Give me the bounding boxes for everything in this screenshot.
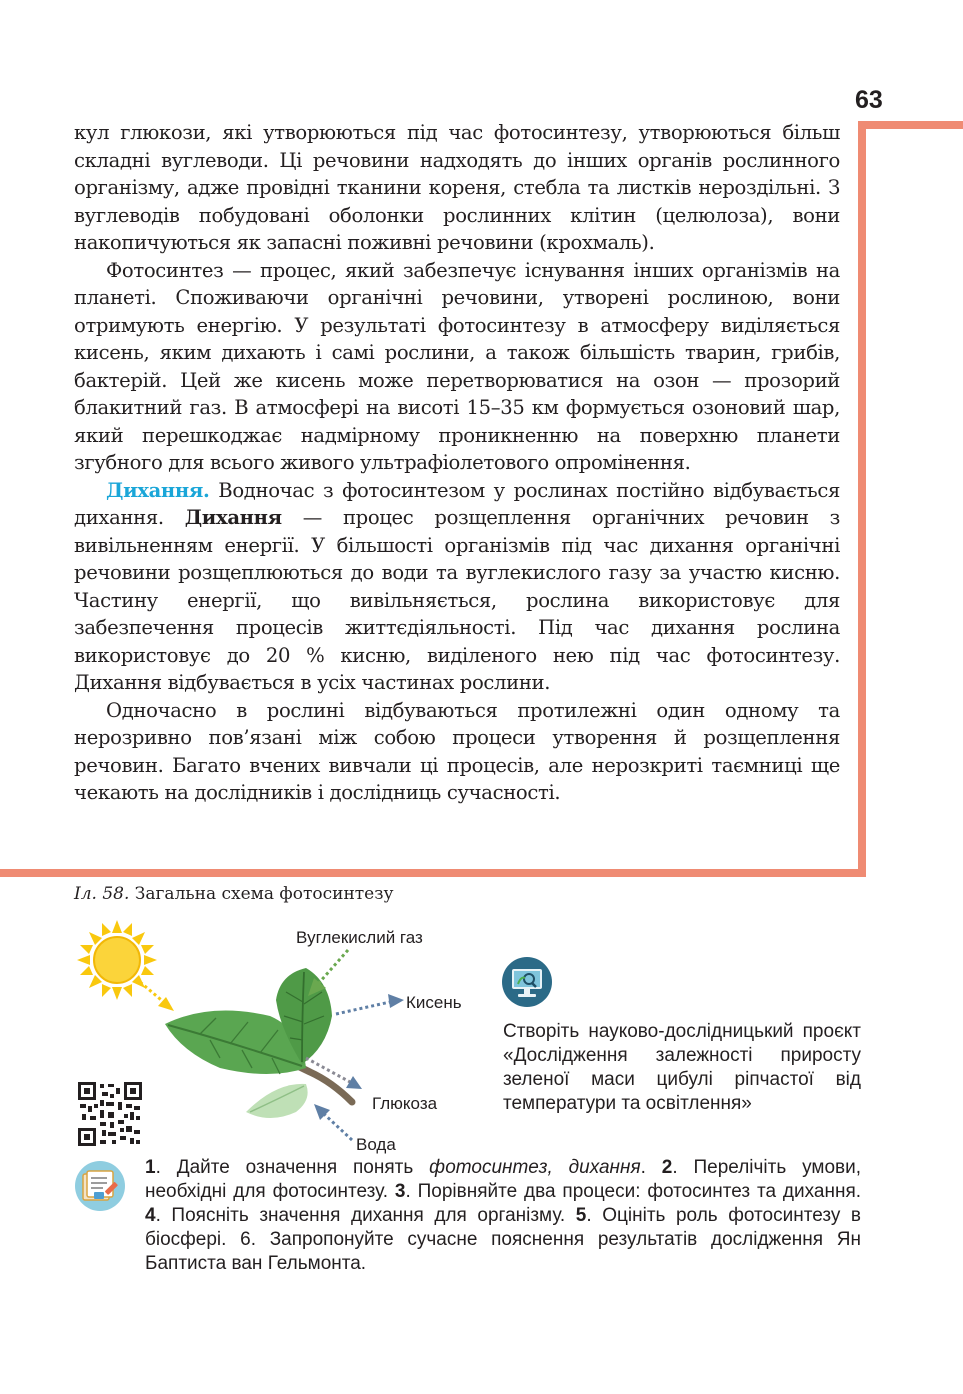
- figure-title: Загальна схема фотосинтезу: [129, 884, 394, 904]
- respiration-text-b: — процес розщеплення органічних речовин з вивільненням енергії. У більшості організмів під час дихання органічні речовини розщеплюються до води та вуглекислого газу за участю кисню. Частину енергії, що вивільняється, рослина використовує для забезпечення процесів життєдіяльності. Під час дихання рослина використовує до 20 % кисню, виділеного нею під час фотосинтезу. Дихання відбувається в усіх частинах рослини.: [74, 506, 840, 694]
- task-2-text: . Перелічіть умови, необхідні для фотосинтезу.: [145, 1157, 862, 1202]
- task-3-text: . Порівняйте два процеси: фотосинтез та дихання.: [405, 1181, 862, 1202]
- task-number-1: 1: [145, 1157, 156, 1178]
- paragraph-opposite-processes: Одночасно в рослині відбуваються протилежні один одному та нерозривно пов’язані між собою процеси утворення й розщеплення речовин. Багато вчених вивчали ці процесів, але нерозкриті таємниці ще чекають на дослідників і дослідниць сучасності.: [74, 698, 840, 804]
- task-number-3: 3: [394, 1181, 406, 1202]
- paragraph-photosynthesis-role: Фотосинтез — процес, який забезпечує існування інших організмів на планеті. Споживаючи органічні речовини, утворені рослиною, вони отримують енергію. У результаті фотосинтезу в атмосферу виділяється кисень, яким дихають і самі рослини, а також більшість тварин, грибів, бактерій. Цей же кисень може перетворюватися на озон — прозорий блакитний газ. В атмосфері на висоті 15–35 км формується озоновий шар, який перешкоджає надмірному проникненню на поверхню планети згубного для всього живого ультрафіолетового опромінення.: [74, 258, 840, 474]
- label-oxygen: Кисень: [406, 993, 462, 1012]
- label-water: Вода: [356, 1135, 396, 1154]
- page-number: 63: [855, 86, 883, 114]
- review-questions: [145, 1156, 861, 1276]
- figure-caption: [74, 884, 674, 904]
- task-number-5: 5: [575, 1205, 587, 1226]
- frame-border-bottom: [0, 869, 866, 877]
- frame-border-top: [862, 121, 963, 129]
- term-respiration: Дихання: [184, 506, 282, 529]
- paragraph-carbohydrates: кул глюкози, які утворюються під час фотосинтезу, утворюються більш складні вуглеводи. Ці речовини надходять до інших органів рослинного організму, адже провідні тканини кореня, стебла та листків нероздільні. З вуглеводів побудовані оболонки рослинних клітин (целюлоза), вони накопичуються як запасні поживні речовини (крохмаль).: [74, 121, 840, 254]
- frame-border-right: [858, 121, 866, 877]
- co2-arrow: [308, 950, 348, 996]
- respiration-text-a: Водночас з фотосинтезом у рослинах постійно відбувається дихання.: [74, 478, 840, 529]
- task-number-2: 2: [661, 1157, 673, 1178]
- project-assignment: Створіть науково-дослідницький проєкт «Дослідження залежності приросту зеленої маси цибулі ріпчастої від температури та освітлення»: [503, 1021, 861, 1114]
- small-leaf: [246, 1084, 308, 1118]
- qr-code-icon[interactable]: [78, 1082, 142, 1146]
- section-heading-respiration: Дихання.: [106, 478, 210, 502]
- sunlight-arrow: [140, 982, 174, 1011]
- water-arrow: [314, 1104, 352, 1140]
- oxygen-arrow: [336, 994, 404, 1014]
- task-1-text-a: . Дайте означення понять: [155, 1157, 430, 1178]
- main-body-text: [74, 119, 840, 807]
- tasks-icon: [74, 1160, 126, 1212]
- label-glucose: Глюкоза: [372, 1094, 438, 1113]
- research-project-icon: [501, 956, 553, 1008]
- figure-number: Іл. 58.: [74, 884, 130, 904]
- task-4-text: . Поясніть значення дихання для організму.: [155, 1205, 576, 1226]
- label-co2: Вуглекислий газ: [296, 928, 423, 947]
- task-number-4: 4: [145, 1205, 156, 1226]
- paragraph-respiration: [74, 477, 840, 697]
- task-1-terms: фотосинтез, дихання: [429, 1157, 641, 1178]
- task-5-text: . Оцініть роль фотосинтезу в біосфері. 6. Запропонуйте сучасне пояснення результатів дослідження Ян Баптиста ван Гельмонта.: [145, 1205, 862, 1274]
- task-1-text-b: .: [640, 1157, 662, 1178]
